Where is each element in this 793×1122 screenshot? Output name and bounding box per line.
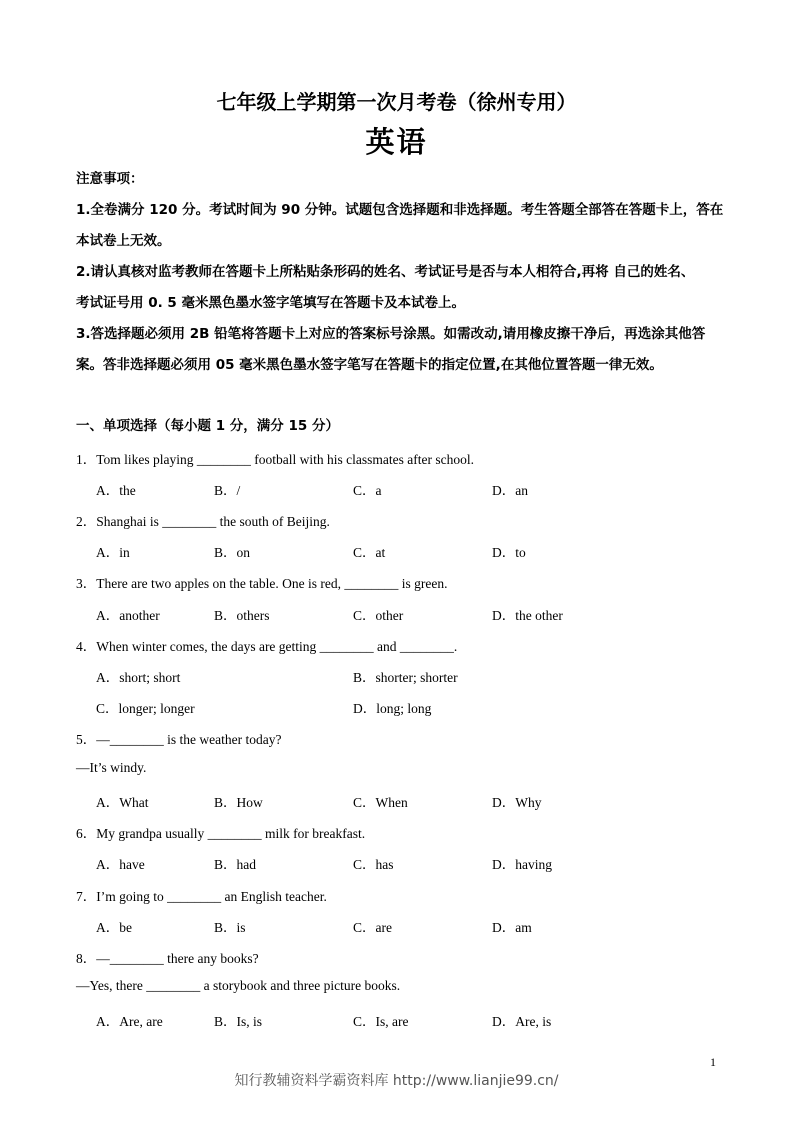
option-d: D．the other [492, 608, 563, 623]
notice-line-5: 3.答选择题必须用 2B 铅笔将答题卡上对应的答案标号涂黑。如需改动,请用橡皮擦干净后，再选涂其他答 [76, 326, 706, 342]
page-number: 1 [710, 1055, 716, 1069]
option-b: B．shorter; shorter [353, 670, 458, 685]
option-a: A．in [96, 545, 130, 560]
option-b: B．on [214, 545, 251, 560]
question-stem: 8．—________ there any books? [76, 951, 259, 966]
option-d: D．Why [492, 795, 542, 810]
notice-heading: 注意事项： [76, 171, 144, 187]
option-d: D．Are, is [492, 1014, 552, 1029]
option-c: C．are [353, 920, 392, 935]
notice-block [76, 164, 724, 381]
option-b: B．/ [214, 483, 241, 498]
option-c: C．longer; longer [96, 701, 195, 716]
option-b: B．How [214, 795, 263, 810]
option-d: D．am [492, 920, 532, 935]
section-title: 一、单项选择（每小题 1 分，满分 15 分） [76, 418, 339, 434]
question-stem: 4．When winter comes, the days are getting ________ and ________. [76, 639, 458, 654]
exam-title: 七年级上学期第一次月考卷（徐州专用） [216, 92, 577, 114]
option-b: B．others [214, 608, 270, 623]
option-c: C．has [353, 857, 394, 872]
question-response: —Yes, there ________ a storybook and three picture books. [76, 978, 401, 993]
option-d: D．to [492, 545, 526, 560]
option-d: D．an [492, 483, 528, 498]
question-stem: 6．My grandpa usually ________ milk for breakfast. [76, 826, 366, 841]
question-stem: 1．Tom likes playing ________ football with his classmates after school. [76, 452, 474, 467]
option-a: A．Are, are [96, 1014, 163, 1029]
option-a: A．another [96, 608, 160, 623]
option-b: B．had [214, 857, 256, 872]
question-stem: 3．There are two apples on the table. One is red, ________ is green. [76, 576, 448, 591]
notice-line-4: 考试证号用 0. 5 毫米黑色墨水签字笔填写在答题卡及本试卷上。 [76, 295, 466, 311]
option-a: A．have [96, 857, 145, 872]
option-c: C．Is, are [353, 1014, 409, 1029]
option-a: A．What [96, 795, 149, 810]
option-c: C．a [353, 483, 382, 498]
option-b: B．is [214, 920, 246, 935]
question-response: —It’s windy. [76, 760, 147, 775]
option-a: A．be [96, 920, 132, 935]
subject-title: 英语 [365, 127, 428, 159]
option-b: B．Is, is [214, 1014, 263, 1029]
question-stem: 7．I’m going to ________ an English teacher. [76, 889, 327, 904]
notice-line-2: 本试卷上无效。 [76, 233, 171, 249]
option-c: C．other [353, 608, 404, 623]
question-stem: 2．Shanghai is ________ the south of Beijing. [76, 514, 330, 529]
option-d: D．long; long [353, 701, 432, 716]
question-stem: 5．—________ is the weather today? [76, 732, 282, 747]
notice-line-6: 案。答非选择题必须用 05 毫米黑色墨水签字笔写在答题卡的指定位置,在其他位置答题一律无效。 [76, 357, 663, 373]
option-c: C．When [353, 795, 408, 810]
footer-watermark: 知行教辅资料学霸资料库 http://www.lianjie99.cn/ [234, 1073, 559, 1089]
option-a: A．the [96, 483, 136, 498]
notice-line-1: 1.全卷满分 120 分。考试时间为 90 分钟。试题包含选择题和非选择题。考生答题全部答在答题卡上，答在 [76, 202, 724, 218]
option-c: C．at [353, 545, 386, 560]
option-d: D．having [492, 857, 552, 872]
notice-line-3: 2.请认真核对监考教师在答题卡上所粘贴条形码的姓名、考试证号是否与本人相符合,再将 自己的姓名、 [76, 264, 695, 280]
option-a: A．short; short [96, 670, 181, 685]
